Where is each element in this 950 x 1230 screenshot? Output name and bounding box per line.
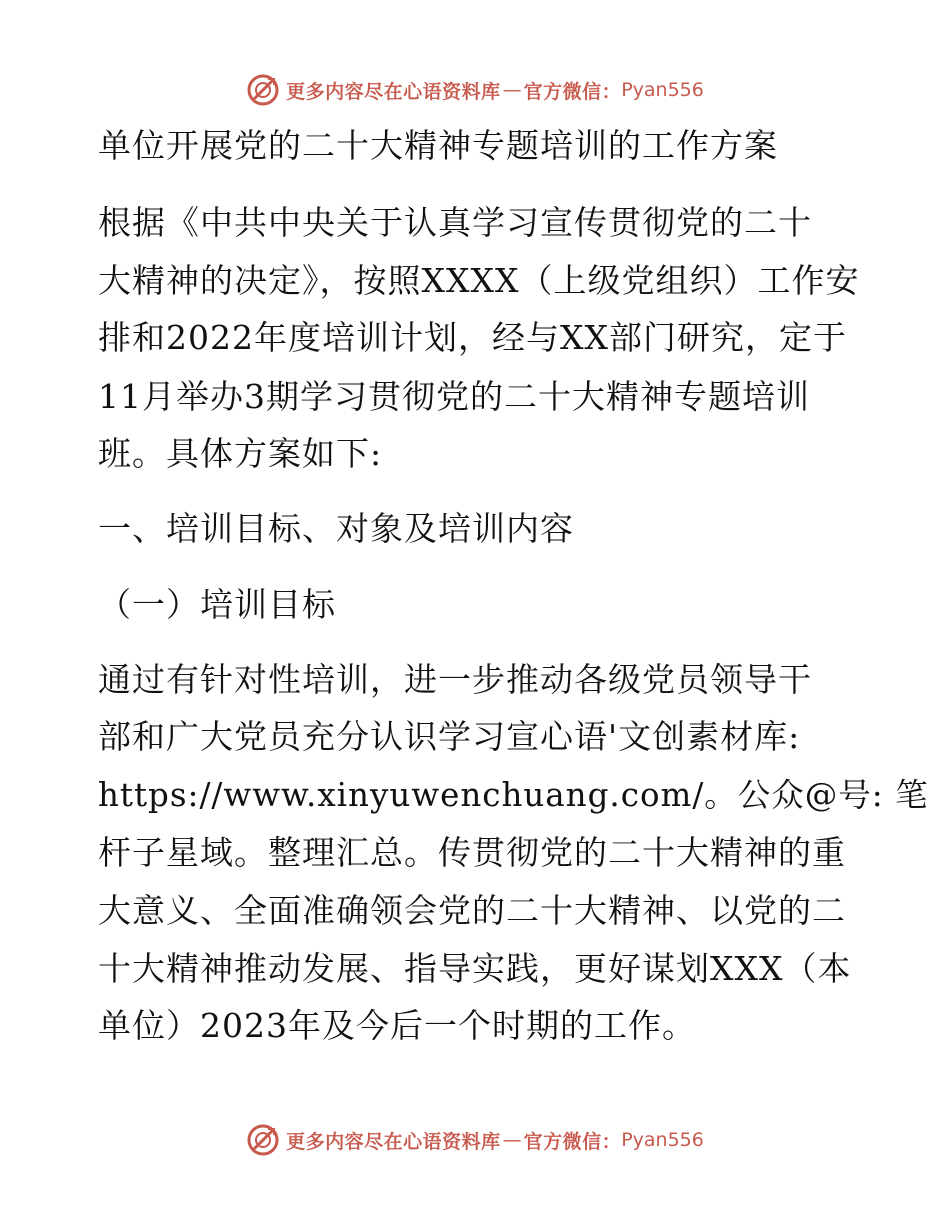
banner-wechat-label: 官方微信： <box>523 80 622 103</box>
paragraph-line: 班。具体方案如下: <box>98 434 383 473</box>
section-heading: 一、培训目标、对象及培训内容 <box>98 509 574 548</box>
footer-banner <box>0 1120 950 1160</box>
paragraph-line: 十大精神推动发展、指导实践，更好谋划XXX（本 <box>98 949 852 988</box>
banner-text: 更多内容尽在心语资料库 <box>286 80 501 103</box>
paragraph-line: 杆子星域。整理汇总。传贯彻党的二十大精神的重 <box>98 833 846 872</box>
banner-wechat-label: 官方微信： <box>523 1130 622 1153</box>
banner-wechat-id: Pyan556 <box>621 1129 704 1151</box>
brand-logo-icon <box>246 1123 280 1157</box>
banner-separator: — <box>502 79 522 101</box>
banner-wechat-id: Pyan556 <box>621 79 704 101</box>
paragraph-line: 大意义、全面准确领会党的二十大精神、以党的二 <box>98 891 846 930</box>
paragraph-line: 根据《中共中央关于认真学习宣传贯彻党的二十 <box>98 203 812 242</box>
brand-logo-icon <box>246 73 280 107</box>
paragraph-line: 11月举办3期学习贯彻党的二十大精神专题培训 <box>98 377 810 416</box>
banner-text: 更多内容尽在心语资料库 <box>286 1130 501 1153</box>
paragraph-line: 部和广大党员充分认识学习宣心语'文创素材库: <box>98 717 801 756</box>
paragraph-line: https://www.xinyuwenchuang.com/。公众@号: 笔 <box>98 776 929 814</box>
paragraph-line: 通过有针对性培训，进一步推动各级党员领导干 <box>98 660 812 699</box>
subsection-heading: （一）培训目标 <box>98 585 336 624</box>
document-title: 单位开展党的二十大精神专题培训的工作方案 <box>98 126 778 165</box>
header-banner <box>0 70 950 110</box>
paragraph-line: 大精神的决定》，按照XXXX（上级党组织）工作安 <box>98 261 860 300</box>
paragraph-line: 单位）2023年及今后一个时期的工作。 <box>98 1006 696 1045</box>
paragraph-line: 排和2022年度培训计划，经与XX部门研究，定于 <box>98 318 847 357</box>
banner-separator: — <box>502 1129 522 1151</box>
